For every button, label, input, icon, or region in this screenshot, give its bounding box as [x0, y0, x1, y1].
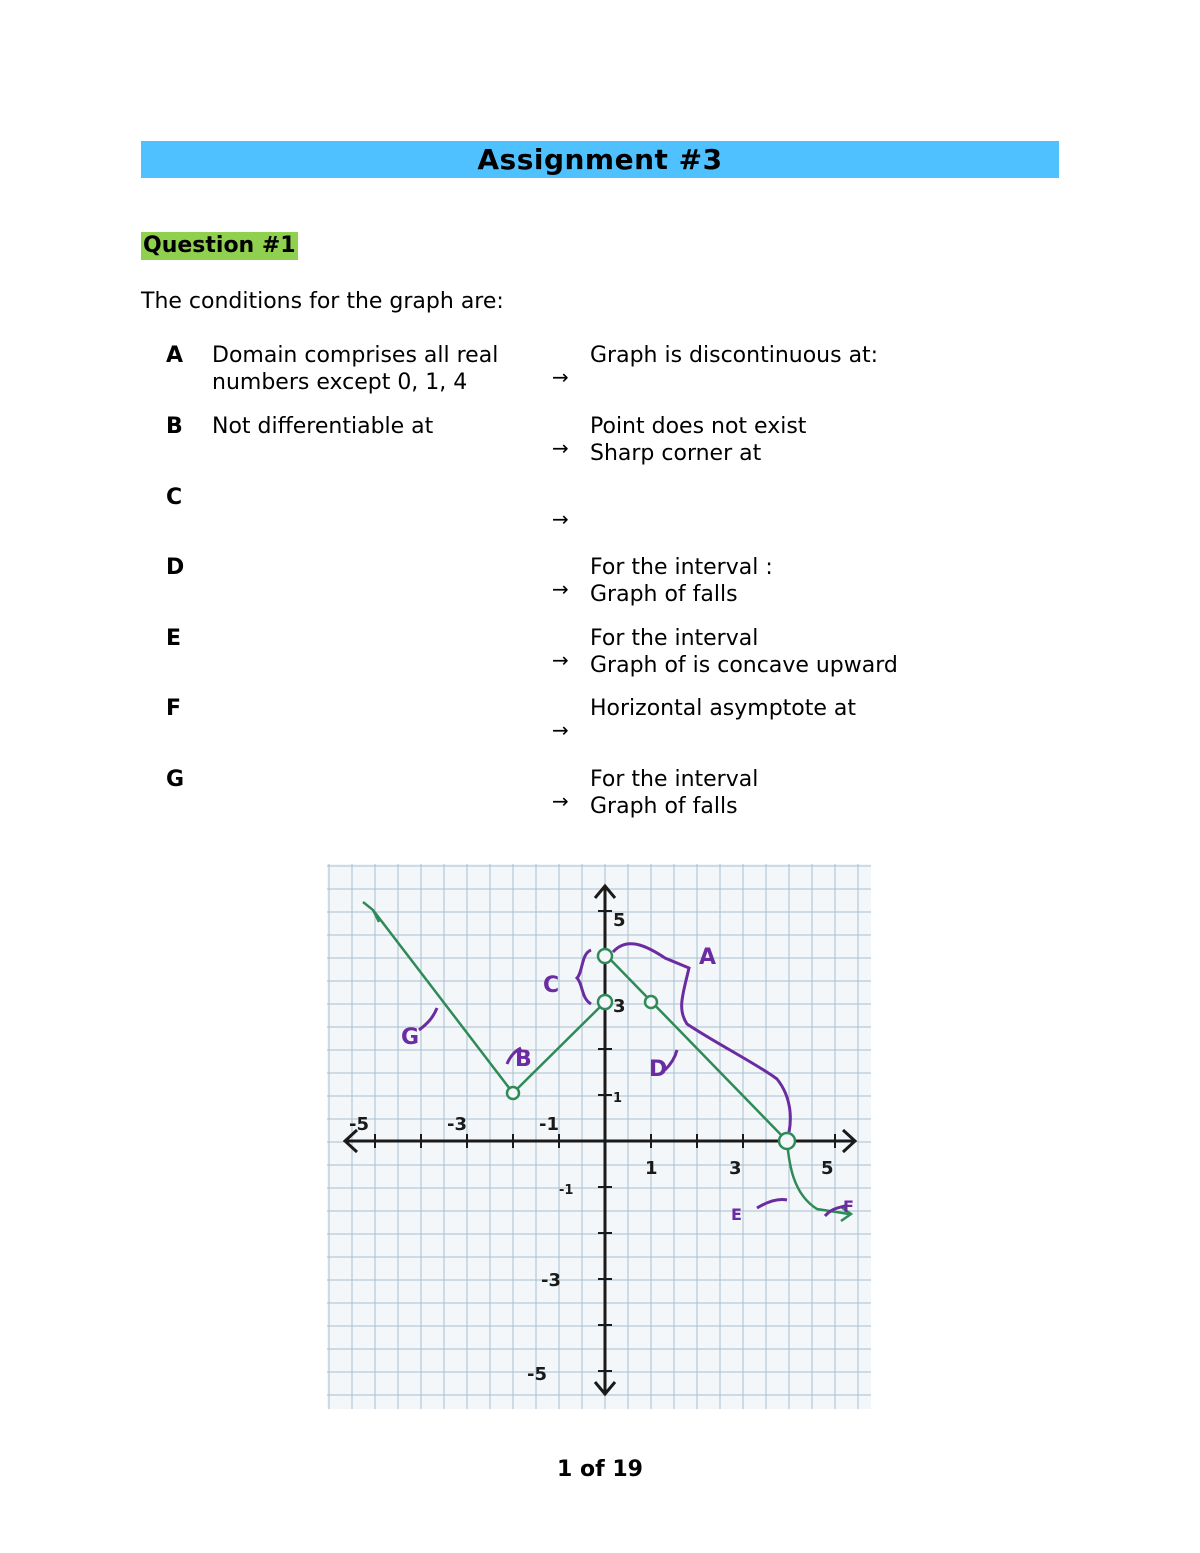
- page-number: 1 of 19: [557, 1457, 643, 1482]
- condition-right-text: [590, 625, 1050, 679]
- intro-text: The conditions for the graph are:: [141, 289, 504, 314]
- condition-left-line: numbers except 0, 1, 4: [212, 370, 468, 395]
- open-point-1-3: [645, 996, 657, 1008]
- open-point-0-3: [598, 995, 612, 1009]
- condition-left-text: [212, 342, 542, 396]
- condition-right-text: [590, 413, 1050, 467]
- y-tick-label: 1: [613, 1091, 623, 1106]
- x-tick-label: 5: [821, 1158, 834, 1179]
- annotation-label-c: C: [543, 973, 560, 998]
- condition-letter: F: [166, 696, 182, 721]
- condition-row: [0, 342, 1200, 408]
- condition-right-text: [590, 554, 1050, 608]
- x-tick-label: 3: [729, 1158, 742, 1179]
- arrow-icon: →: [552, 507, 569, 531]
- condition-right-line: Graph of falls: [590, 794, 738, 819]
- annotation-label-b: B: [515, 1047, 532, 1072]
- y-tick-label: 5: [613, 910, 626, 931]
- hand-drawn-graph: [327, 864, 871, 1409]
- x-tick-label: -3: [447, 1114, 467, 1135]
- condition-letter: B: [166, 414, 183, 439]
- condition-right-text: [590, 766, 1050, 820]
- condition-row: [0, 413, 1200, 479]
- condition-right-line: For the interval: [590, 626, 759, 651]
- page-title: Assignment #3: [477, 143, 723, 176]
- annotation-label-d: D: [649, 1057, 668, 1082]
- x-tick-label: -5: [349, 1114, 369, 1135]
- open-point-b: [507, 1087, 519, 1099]
- arrow-icon: →: [552, 718, 569, 742]
- condition-letter: A: [166, 343, 184, 368]
- condition-right-line: For the interval :: [590, 555, 773, 580]
- condition-letter: E: [166, 626, 182, 651]
- condition-right-line: Sharp corner at: [590, 441, 762, 466]
- arrow-icon: →: [552, 365, 569, 389]
- open-point-4-0: [779, 1133, 795, 1149]
- x-tick-label: 1: [645, 1158, 658, 1179]
- annotation-label-a: A: [699, 945, 717, 970]
- annotation-label-g: G: [401, 1025, 420, 1050]
- condition-row: [0, 554, 1200, 620]
- condition-right-line: Point does not exist: [590, 414, 807, 439]
- y-tick-label: -3: [541, 1270, 561, 1291]
- condition-right-text: [590, 695, 1050, 722]
- condition-right-line: Graph is discontinuous at:: [590, 343, 879, 368]
- condition-letter: C: [166, 485, 183, 510]
- condition-row: [0, 625, 1200, 691]
- condition-right-text: [590, 342, 1050, 369]
- condition-row: [0, 484, 1200, 550]
- arrow-icon: →: [552, 577, 569, 601]
- condition-letter: G: [166, 767, 185, 792]
- annotation-label-e: E: [731, 1205, 742, 1224]
- condition-left-line: Not differentiable at: [212, 414, 434, 439]
- condition-right-line: Horizontal asymptote at: [590, 696, 857, 721]
- condition-right-line: For the interval: [590, 767, 759, 792]
- y-tick-label: 3: [613, 996, 626, 1017]
- condition-left-line: Domain comprises all real: [212, 343, 499, 368]
- condition-letter: D: [166, 555, 185, 580]
- y-tick-label: -1: [559, 1183, 574, 1198]
- condition-row: [0, 766, 1200, 832]
- condition-row: [0, 695, 1200, 761]
- y-tick-label: -5: [527, 1364, 547, 1385]
- question-label: Question #1: [143, 233, 296, 258]
- x-tick-label: -1: [539, 1114, 559, 1135]
- arrow-icon: →: [552, 648, 569, 672]
- open-point-0-4: [598, 949, 612, 963]
- annotation-label-f: F: [843, 1197, 854, 1216]
- condition-right-line: Graph of falls: [590, 582, 738, 607]
- arrow-icon: →: [552, 436, 569, 460]
- condition-right-line: Graph of is concave upward: [590, 653, 898, 678]
- condition-left-text: [212, 413, 542, 440]
- title-bar: [141, 141, 1059, 178]
- arrow-icon: →: [552, 789, 569, 813]
